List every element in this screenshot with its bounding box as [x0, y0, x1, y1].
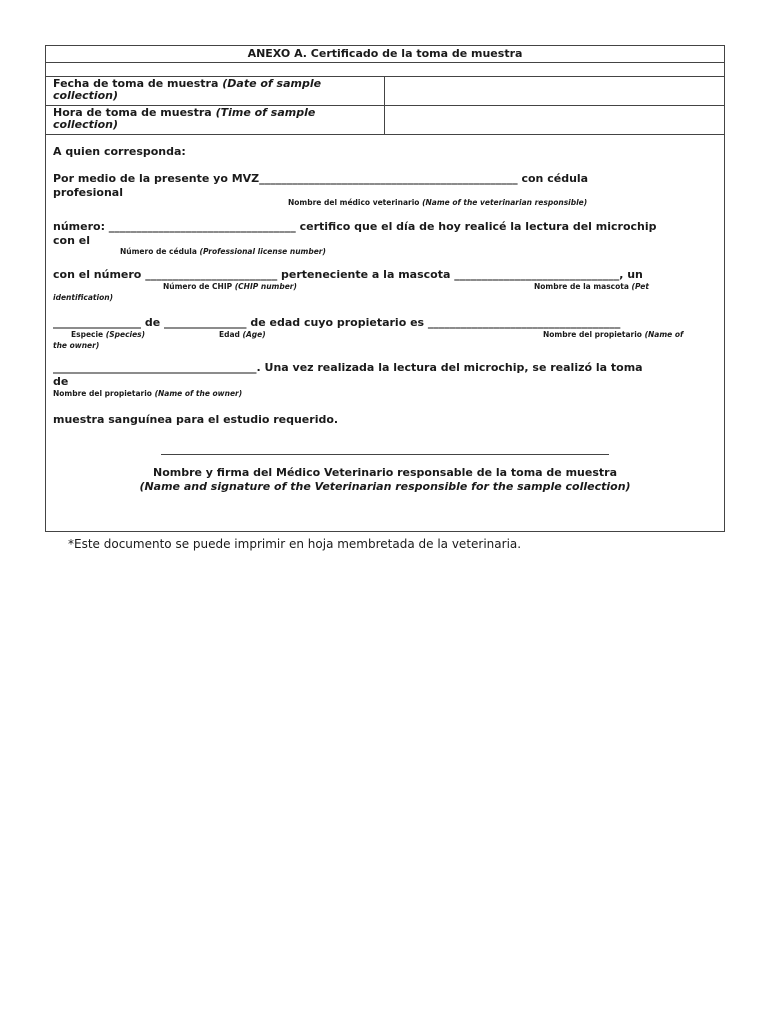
date-field[interactable]: [385, 77, 724, 105]
footnote: *Este documento se puede imprimir en hoja membretada de la veterinaria.: [68, 537, 522, 551]
p3-caption-pet-es: Nombre de la mascota: [534, 282, 629, 291]
date-row: [46, 77, 724, 106]
date-label-en: (Date of sample: [222, 77, 322, 90]
p4-caption-age-es: Edad: [219, 330, 240, 339]
signature-label-en: [46, 480, 724, 493]
p4-caption-owner: [543, 330, 683, 339]
signature-label: Nombre y firma del Médico Veterinario responsable de la toma de muestra: [152, 466, 617, 479]
p5-caption-en: (Name of the owner): [154, 389, 243, 398]
p2-caption-en: (Professional license number): [199, 247, 326, 256]
p2-caption-es: Número de cédula: [120, 247, 197, 256]
p2-line2: con el: [53, 234, 90, 247]
p3-caption-chip-es: Número de CHIP: [163, 282, 233, 291]
p4-caption-owner-2: [53, 341, 99, 350]
p3-caption-pet-en-2: identification): [53, 293, 114, 302]
time-label: [46, 106, 385, 134]
p1-caption: [288, 198, 587, 207]
signature-line[interactable]: [161, 454, 609, 455]
p4-caption-age: [219, 330, 266, 339]
blank-row: [46, 63, 724, 77]
p1-caption-en: (Name of the veterinarian responsible): [422, 198, 588, 207]
p4-caption-age-en: (Age): [242, 330, 266, 339]
p3-caption-pet: [534, 282, 649, 291]
p5-caption-es: Nombre del propietario: [53, 389, 152, 398]
p2-line1: número: __________________________________ certifico que el día de hoy realicé la lectura del microchip: [53, 220, 657, 233]
p1-caption-es: Nombre del médico veterinario: [288, 198, 420, 207]
p4-line1: ________________ de _______________ de edad cuyo propietario es ___________________________________: [53, 316, 621, 329]
p3-line1: con el número ________________________ perteneciente a la mascota ______________________________, un: [53, 268, 643, 281]
p4-caption-species-en: (Species): [105, 330, 146, 339]
time-row: [46, 106, 724, 135]
date-label: [46, 77, 385, 105]
p4-caption-owner-en: (Name of: [644, 330, 684, 339]
p6-line1: muestra sanguínea para el estudio requerido.: [53, 413, 339, 426]
time-label-en: (Time of sample: [215, 106, 316, 119]
p2-caption: [120, 247, 326, 256]
time-field[interactable]: [385, 106, 724, 134]
p3-caption-chip-en: (CHIP number): [234, 282, 297, 291]
date-label-es: Fecha de toma de muestra: [53, 77, 219, 90]
p5-line2: de: [53, 375, 69, 388]
p4-caption-species-es: Especie: [71, 330, 104, 339]
form-title: ANEXO A. Certificado de la toma de muestra: [46, 46, 724, 63]
p3-caption-pet-en: (Pet: [631, 282, 649, 291]
p5-line1: _____________________________________. Una vez realizada la lectura del microchip, se realizó la toma: [53, 361, 643, 374]
p4-caption-species: [71, 330, 145, 339]
certificate-form: [45, 45, 725, 532]
time-label-en-2: collection): [53, 118, 119, 131]
signature-label-en-text: (Name and signature of the Veterinarian responsible for the sample collection): [139, 480, 631, 493]
p4-caption-owner-en-2: the owner): [53, 341, 100, 350]
p3-caption-pet-2: [53, 293, 113, 302]
p4-caption-owner-es: Nombre del propietario: [543, 330, 642, 339]
time-label-es: Hora de toma de muestra: [53, 106, 212, 119]
p1-line1: Por medio de la presente yo MVZ_______________________________________________ con cédula: [53, 172, 589, 185]
greeting: A quien corresponda:: [53, 145, 186, 158]
p3-caption-chip: [163, 282, 297, 291]
p1-line2: profesional: [53, 186, 124, 199]
date-label-en-2: collection): [53, 89, 119, 102]
p5-caption: [53, 389, 242, 398]
